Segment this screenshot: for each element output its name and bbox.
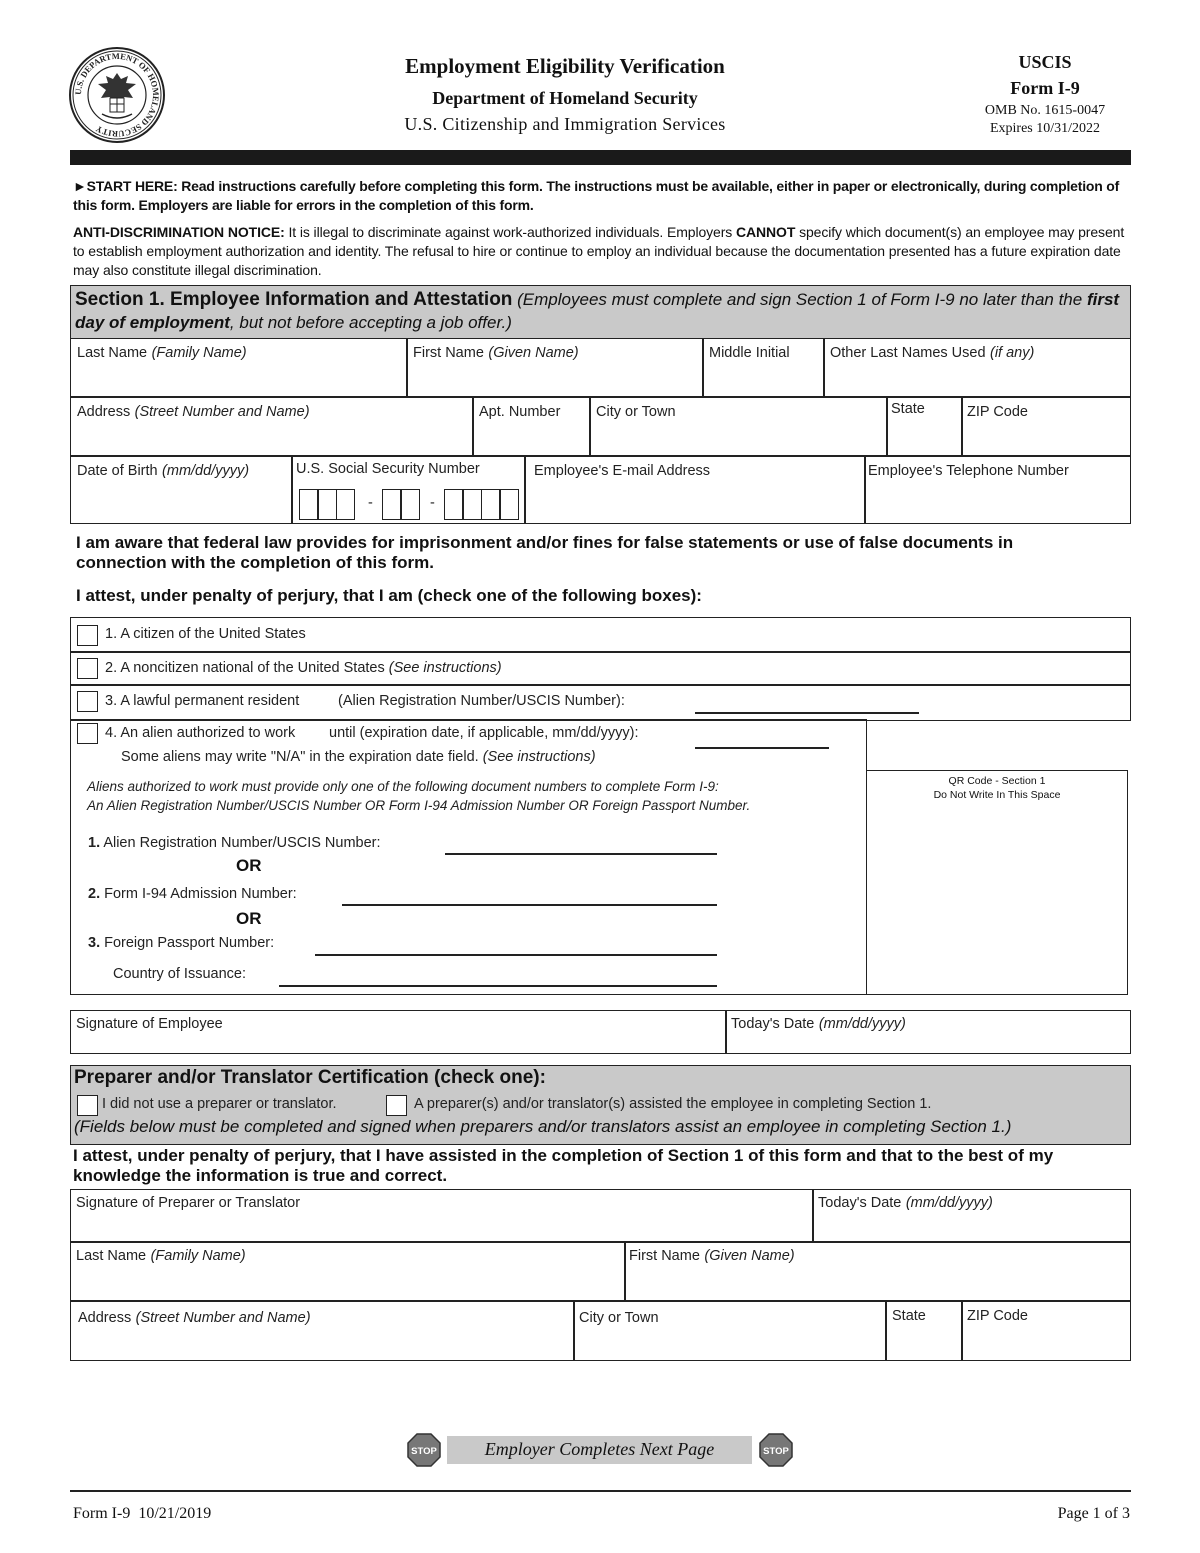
- lpr-number-line[interactable]: [695, 712, 919, 714]
- stop-icon-right: [759, 1433, 793, 1467]
- alien-until-label: until (expiration date, if applicable, mm/dd/yyyy):: [329, 725, 639, 741]
- stop-text-right: STOP: [763, 1446, 789, 1457]
- doc3-line[interactable]: [315, 954, 717, 956]
- preparer-city-field[interactable]: City or Town: [573, 1300, 887, 1361]
- or-2: OR: [236, 909, 262, 928]
- anti-label: ANTI-DISCRIMINATION NOTICE:: [73, 224, 285, 240]
- no-preparer-label: I did not use a preparer or translator.: [102, 1096, 337, 1112]
- preparer-zip-field[interactable]: ZIP Code: [961, 1300, 1131, 1361]
- city-field[interactable]: City or Town: [589, 396, 888, 457]
- ssn-digit-cell[interactable]: [382, 489, 401, 520]
- preparer-state-field[interactable]: State: [885, 1300, 963, 1361]
- expiration-date-line[interactable]: [695, 747, 829, 749]
- or-1: OR: [236, 856, 262, 875]
- aliens-note-2: An Alien Registration Number/USCIS Number OR Form I-94 Admission Number OR Foreign Passport Number.: [87, 798, 751, 813]
- ssn-digit-cell[interactable]: [500, 489, 519, 520]
- header-rule: [70, 150, 1131, 165]
- ssn-digit-cell[interactable]: [401, 489, 420, 520]
- preparer-title: Preparer and/or Translator Certification (check one):: [74, 1067, 546, 1088]
- preparer-assisted-checkbox[interactable]: [386, 1095, 407, 1116]
- agency-name: U.S. Citizenship and Immigration Services: [404, 114, 726, 134]
- stop-text-left: STOP: [411, 1446, 437, 1457]
- expiration: Expires 10/31/2022: [989, 121, 1101, 136]
- department-name: Department of Homeland Security: [432, 88, 698, 108]
- dob-field[interactable]: Date of Birth (mm/dd/yyyy): [70, 455, 293, 524]
- doc2-line[interactable]: [342, 904, 717, 906]
- anti-discrimination-notice: [73, 223, 1133, 280]
- noncitizen-label: 2. A noncitizen national of the United States (See instructions): [105, 660, 502, 676]
- preparer-first-name-field[interactable]: First Name (Given Name): [624, 1241, 1131, 1302]
- form-number: Form I-9: [1010, 78, 1080, 98]
- apt-number-field[interactable]: Apt. Number: [472, 396, 591, 457]
- preparer-attestation: I attest, under penalty of perjury, that I have assisted in the completion of Section 1 of this form and that to the best of my knowledge the information is true and correct.: [73, 1146, 1054, 1185]
- citizen-checkbox[interactable]: [77, 625, 98, 646]
- ssn-digit-cell[interactable]: [463, 489, 482, 520]
- state-field[interactable]: State: [886, 396, 963, 457]
- preparer-date-field[interactable]: Today's Date (mm/dd/yyyy): [812, 1189, 1131, 1243]
- aliens-note-1: Aliens authorized to work must provide only one of the following document numbers to complete Form I-9:: [87, 779, 719, 794]
- no-preparer-checkbox[interactable]: [77, 1095, 98, 1116]
- qr-label-1: QR Code - Section 1: [948, 775, 1046, 787]
- lpr-label: 3. A lawful permanent resident: [105, 693, 300, 709]
- start-here-notice: ►START HERE: Read instructions carefully before completing this form. The instructions must be available, either in paper or electronically, during completion of this form. Employers are liable for errors in the completion of this form.: [73, 178, 1120, 213]
- alien-checkbox[interactable]: [77, 723, 98, 744]
- phone-field[interactable]: Employee's Telephone Number: [864, 455, 1131, 524]
- doc1-label: 1. Alien Registration Number/USCIS Number:: [88, 835, 381, 851]
- awareness-statement: I am aware that federal law provides for imprisonment and/or fines for false statements or use of false documents in connection with the completion of this form.: [76, 533, 1014, 572]
- omb-number: OMB No. 1615-0047: [984, 103, 1106, 118]
- footer-page-number: Page 1 of 3: [1057, 1505, 1130, 1522]
- citizen-label: 1. A citizen of the United States: [105, 626, 306, 642]
- ssn-digit-cell[interactable]: [336, 489, 355, 520]
- anti-cannot: CANNOT: [736, 224, 796, 240]
- footer-form-date: Form I-9 10/21/2019: [73, 1505, 212, 1522]
- zip-field[interactable]: ZIP Code: [961, 396, 1131, 457]
- first-name-field[interactable]: First Name (Given Name): [406, 338, 704, 398]
- preparer-address-field[interactable]: Address (Street Number and Name): [70, 1300, 575, 1361]
- ssn-dash-2: -: [430, 495, 435, 511]
- noncitizen-checkbox[interactable]: [77, 658, 98, 679]
- country-label: Country of Issuance:: [113, 966, 246, 982]
- section1-sub-2: , but not before accepting a job offer.): [229, 313, 512, 332]
- doc1-line[interactable]: [445, 853, 717, 855]
- lpr-hint: (Alien Registration Number/USCIS Number):: [338, 693, 625, 709]
- alien-label: 4. An alien authorized to work: [105, 725, 296, 741]
- employee-date-field[interactable]: Today's Date (mm/dd/yyyy): [725, 1010, 1131, 1054]
- doc2-label: 2. Form I-94 Admission Number:: [88, 886, 297, 902]
- anti-text-1: It is illegal to discriminate against work-authorized individuals. Employers: [284, 224, 736, 240]
- alien-na-note: Some aliens may write "N/A" in the expiration date field. (See instructions): [121, 749, 596, 765]
- ssn-dash-1: -: [368, 495, 373, 511]
- last-name-field[interactable]: Last Name (Family Name): [70, 338, 408, 398]
- footer-rule: [70, 1490, 1131, 1492]
- country-line[interactable]: [279, 985, 717, 987]
- section1-sub-1: (Employees must complete and sign Section 1 of Form I-9 no later than the: [512, 290, 1087, 309]
- employer-next-page-banner: Employer Completes Next Page: [447, 1436, 752, 1464]
- uscis-label: USCIS: [1018, 52, 1072, 72]
- preparer-assisted-label: A preparer(s) and/or translator(s) assisted the employee in completing Section 1.: [414, 1096, 932, 1112]
- stop-icon-left: [407, 1433, 441, 1467]
- ssn-digit-cell[interactable]: [444, 489, 463, 520]
- qr-label-2: Do Not Write In This Space: [933, 789, 1061, 801]
- employee-signature-field[interactable]: Signature of Employee: [70, 1010, 727, 1054]
- anti-text-2: specify which document(s) an employee may present to establish employment authorization and identity. The refusal to hire or continue to employ an individual because the documentation presented has a future expiration date may also constitute illegal discrimination.: [73, 224, 1125, 278]
- preparer-signature-field[interactable]: Signature of Preparer or Translator: [70, 1189, 814, 1243]
- ssn-digit-cell[interactable]: [318, 489, 337, 520]
- section1-title: Section 1. Employee Information and Attestation: [75, 289, 513, 310]
- form-title: Employment Eligibility Verification: [405, 54, 725, 78]
- preparer-last-name-field[interactable]: Last Name (Family Name): [70, 1241, 626, 1302]
- ssn-digit-cell[interactable]: [481, 489, 500, 520]
- ssn-digit-cell[interactable]: [299, 489, 318, 520]
- ssn-field[interactable]: U.S. Social Security Number: [291, 455, 526, 524]
- address-field[interactable]: Address (Street Number and Name): [70, 396, 474, 457]
- section1-header: [70, 285, 1131, 339]
- middle-initial-field[interactable]: Middle Initial: [702, 338, 825, 398]
- email-field[interactable]: Employee's E-mail Address: [524, 455, 866, 524]
- dhs-seal: [66, 46, 168, 144]
- attestation-statement: I attest, under penalty of perjury, that I am (check one of the following boxes):: [76, 586, 702, 605]
- preparer-note: (Fields below must be completed and signed when preparers and/or translators assist an employee in completing Section 1.): [74, 1117, 1012, 1136]
- other-names-field[interactable]: Other Last Names Used (if any): [823, 338, 1131, 398]
- qr-code-area: [866, 770, 1128, 995]
- lpr-checkbox[interactable]: [77, 691, 98, 712]
- doc3-label: 3. Foreign Passport Number:: [88, 935, 275, 951]
- seal-text: U.S. DEPARTMENT OF HOMELAND SECURITY: [72, 50, 162, 140]
- section1-sub-bold: first day of employment: [75, 290, 1120, 332]
